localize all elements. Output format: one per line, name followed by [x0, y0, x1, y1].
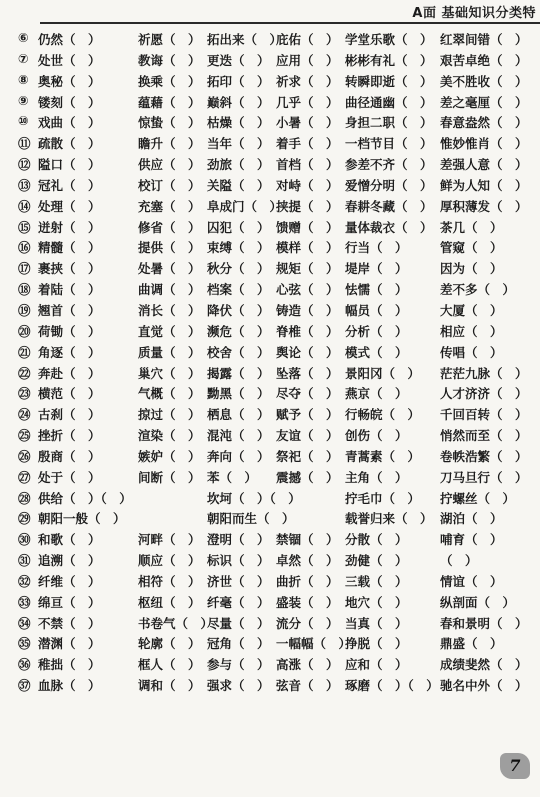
term-c2: 揭露（ ） [207, 365, 270, 381]
term-c2: 关隘（ ） [207, 177, 270, 193]
term-c5: 卷帙浩繁（ ） [440, 448, 528, 464]
term-c3: 脊椎（ ） [276, 323, 339, 339]
term-c5: 哺育（ ） [440, 532, 503, 548]
exercise-row [0, 111, 540, 132]
row-number: ㉘ [18, 490, 31, 506]
term-c3: 弦音（ ） [276, 678, 339, 694]
term-c2: 束缚（ ） [207, 240, 270, 256]
term-c3: 着手（ ） [276, 136, 339, 152]
term-c0: 翘首（ ） [38, 302, 101, 318]
term-c1: 充塞（ ） [138, 198, 201, 214]
term-c0: 横范（ ） [38, 386, 101, 402]
term-c1: 提供（ ） [138, 240, 201, 256]
term-c0: 不禁（ ） [38, 615, 101, 631]
exercise-row [0, 174, 540, 195]
term-c1: 处暑（ ） [138, 261, 201, 277]
term-c4: 行当（ ） [345, 240, 408, 256]
term-c2: 校舍（ ） [207, 344, 270, 360]
exercise-row [0, 570, 540, 591]
term-c0: 隘口（ ） [38, 157, 101, 173]
term-c4: 幅员（ ） [345, 302, 408, 318]
term-c3: 模样（ ） [276, 240, 339, 256]
row-number: ㉚ [18, 532, 31, 548]
term-c0: 镂刻（ ） [38, 94, 101, 110]
term-c0: 绵亘（ ） [38, 594, 101, 610]
term-c3: 盛装（ ） [276, 594, 339, 610]
term-c5: 驰名中外（ ） [440, 678, 528, 694]
row-number: ⑥ [18, 30, 29, 45]
term-c4: 分散（ ） [345, 532, 408, 548]
term-c5: 差之毫厘（ ） [440, 94, 528, 110]
row-number: ㉝ [18, 594, 31, 610]
term-c0: 供给（ ）（ ） [38, 490, 132, 506]
term-c4: 量体裁衣（ ） [345, 219, 433, 235]
term-c0: 殷商（ ） [38, 448, 101, 464]
term-c3: 卓然（ ） [276, 553, 339, 569]
term-c5: 拧螺丝（ ） [440, 490, 516, 506]
term-c5: 惟妙惟肖（ ） [440, 136, 528, 152]
term-c5: 传唱（ ） [440, 344, 503, 360]
term-c2: 栖息（ ） [207, 407, 270, 423]
term-c1: 枢纽（ ） [138, 594, 201, 610]
term-c0: 和歌（ ） [38, 532, 101, 548]
term-c5: 美不胜收（ ） [440, 73, 528, 89]
term-c1: 间断（ ） [138, 469, 201, 485]
row-number: ㉗ [18, 469, 31, 485]
term-c3: 铸造（ ） [276, 302, 339, 318]
term-c3: 庇佑（ ） [276, 32, 339, 47]
term-c1: 惊蛰（ ） [138, 115, 201, 131]
term-c2: 秋分（ ） [207, 261, 270, 277]
term-c2: 朝阳而生（ ） [207, 511, 295, 527]
exercise-row [0, 382, 540, 403]
term-c3: 应用（ ） [276, 52, 339, 68]
term-c4: 劲健（ ） [345, 553, 408, 569]
term-c2: 囚犯（ ） [207, 219, 270, 235]
term-c4: 燕京（ ） [345, 386, 408, 402]
term-c5: 管窥（ ） [440, 240, 503, 256]
term-c3: 坠落（ ） [276, 365, 339, 381]
term-c5: 春和景明（ ） [440, 615, 528, 631]
term-c0: 角逐（ ） [38, 344, 101, 360]
term-c5: 湖泊（ ） [440, 511, 503, 527]
term-c3: 馈赠（ ） [276, 219, 339, 235]
term-c4: 创伤（ ） [345, 428, 408, 444]
term-c1: 框人（ ） [138, 657, 201, 673]
row-number: ⑧ [18, 71, 29, 87]
term-c4: 学堂乐歌（ ） [345, 32, 433, 47]
term-c2: 枯燥（ ） [207, 115, 270, 131]
row-number: ⑭ [18, 198, 31, 214]
term-c1: 顺应（ ） [138, 553, 201, 569]
term-c3: 赋予（ ） [276, 407, 339, 423]
row-number: ㉞ [18, 615, 31, 631]
row-number: ⑪ [18, 136, 31, 152]
term-c0: 裹挟（ ） [38, 261, 101, 277]
exercise-row [0, 28, 540, 49]
term-c3: 几乎（ ） [276, 94, 339, 110]
exercise-row [0, 507, 540, 528]
term-c1: 嫉妒（ ） [138, 448, 201, 464]
term-c3: 挟提（ ） [276, 198, 339, 214]
term-c2: 劲旅（ ） [207, 157, 270, 173]
term-c5: 千回百转（ ） [440, 407, 528, 423]
term-c2: 纤毫（ ） [207, 594, 270, 610]
term-c2: 坎坷（ ）（ ） [207, 490, 301, 506]
term-c0: 处世（ ） [38, 52, 101, 68]
term-c1: 蕴藉（ ） [138, 94, 201, 110]
term-c1: 调和（ ） [138, 678, 201, 694]
exercise-row [0, 320, 540, 341]
term-c5: （ ） [440, 553, 478, 569]
term-c4: 行畅皖（ ） [345, 407, 421, 423]
term-c4: 分析（ ） [345, 323, 408, 339]
header-rule [40, 22, 540, 24]
term-c5: 差不多（ ） [440, 282, 516, 298]
term-c4: 主角（ ） [345, 469, 408, 485]
header-title: A面 基础知识分类特 [412, 6, 536, 21]
term-c3: 舆论（ ） [276, 344, 339, 360]
row-number: ⑲ [18, 302, 31, 318]
exercise-row [0, 591, 540, 612]
term-c1: 掠过（ ） [138, 407, 201, 423]
term-c3: 禁锢（ ） [276, 532, 339, 548]
term-c1: 轮廓（ ） [138, 636, 201, 652]
term-c0: 奥秘（ ） [38, 73, 101, 89]
exercise-row [0, 70, 540, 91]
term-c4: 应和（ ） [345, 657, 408, 673]
exercise-row [0, 466, 540, 487]
term-c1: 渲染（ ） [138, 428, 201, 444]
term-c5: 刀马旦行（ ） [440, 469, 528, 485]
term-c0: 迸射（ ） [38, 219, 101, 235]
term-c0: 追溯（ ） [38, 553, 101, 569]
term-c4: 怯懦（ ） [345, 282, 408, 298]
row-number: ㉓ [18, 386, 31, 402]
term-c1: 教诲（ ） [138, 52, 201, 68]
term-c0: 着陆（ ） [38, 282, 101, 298]
term-c0: 挫折（ ） [38, 428, 101, 444]
term-c2: 苯（ ） [207, 469, 258, 485]
term-c1: 书卷气（ ） [138, 615, 214, 631]
exercise-row [0, 674, 540, 695]
term-c4: 堤岸（ ） [345, 261, 408, 277]
term-c0: 戏曲（ ） [38, 115, 101, 131]
term-c2: 档案（ ） [207, 282, 270, 298]
term-c0: 纤维（ ） [38, 573, 101, 589]
term-c5: 厚积薄发（ ） [440, 198, 528, 214]
row-number: ⑳ [18, 323, 31, 339]
row-number: ㉙ [18, 511, 31, 527]
term-c1: 修省（ ） [138, 219, 201, 235]
exercise-row [0, 653, 540, 674]
exercise-row [0, 632, 540, 653]
page-header [0, 0, 540, 24]
row-number: ⑦ [18, 50, 29, 66]
term-c3: 曲折（ ） [276, 573, 339, 589]
row-number: ㉑ [18, 344, 31, 360]
term-c2: 济世（ ） [207, 573, 270, 589]
exercise-row [0, 299, 540, 320]
term-c0: 冠礼（ ） [38, 177, 101, 193]
term-c2: 拓印（ ） [207, 73, 270, 89]
term-c5: 情谊（ ） [440, 573, 503, 589]
term-c1: 祈愿（ ） [138, 32, 201, 47]
term-c5: 茶几（ ） [440, 219, 503, 235]
term-c4: 一档节目（ ） [345, 136, 433, 152]
term-c5: 悄然而至（ ） [440, 428, 528, 444]
term-c4: 身担二职（ ） [345, 115, 433, 131]
term-c2: 降伏（ ） [207, 302, 270, 318]
term-c0: 精髓（ ） [38, 240, 101, 256]
term-c4: 三载（ ） [345, 573, 408, 589]
term-c2: 更迭（ ） [207, 52, 270, 68]
exercise-row [0, 49, 540, 70]
term-c5: 相应（ ） [440, 323, 503, 339]
term-c1: 相符（ ） [138, 573, 201, 589]
term-c0: 朝阳一般（ ） [38, 511, 126, 527]
exercise-row [0, 612, 540, 633]
exercise-row [0, 403, 540, 424]
term-c3: 祭祀（ ） [276, 448, 339, 464]
term-c5: 成绩斐然（ ） [440, 657, 528, 673]
row-number: ⑨ [18, 92, 29, 108]
term-c2: 拓出来（ ） [207, 32, 283, 47]
term-c2: 濒危（ ） [207, 323, 270, 339]
term-c0: 处理（ ） [38, 198, 101, 214]
term-c4: 爱憎分明（ ） [345, 177, 433, 193]
row-number: ㉜ [18, 573, 31, 589]
term-c5: 红翠间错（ ） [440, 32, 528, 47]
term-c0: 奔赴（ ） [38, 365, 101, 381]
term-c3: 心弦（ ） [276, 282, 339, 298]
term-c2: 澄明（ ） [207, 532, 270, 548]
term-c4: 彬彬有礼（ ） [345, 52, 433, 68]
exercise-row [0, 132, 540, 153]
term-c5: 人才济济（ ） [440, 386, 528, 402]
term-c1: 瞻升（ ） [138, 136, 201, 152]
term-c1: 曲调（ ） [138, 282, 201, 298]
term-c3: 小暑（ ） [276, 115, 339, 131]
term-c2: 巅斜（ ） [207, 94, 270, 110]
exercise-row [0, 487, 540, 508]
term-c2: 黝黑（ ） [207, 386, 270, 402]
exercise-row [0, 257, 540, 278]
term-c5: 纵剖面（ ） [440, 594, 516, 610]
term-c3: 震撼（ ） [276, 469, 339, 485]
term-c2: 强求（ ） [207, 678, 270, 694]
exercise-row [0, 362, 540, 383]
row-number: ⑱ [18, 282, 31, 298]
row-number: ⑩ [18, 113, 29, 129]
exercise-row [0, 528, 540, 549]
term-c2: 混沌（ ） [207, 428, 270, 444]
exercise-row [0, 424, 540, 445]
row-number: ㉔ [18, 407, 31, 423]
term-c2: 阜成门（ ） [207, 198, 283, 214]
term-c4: 青蒿素（ ） [345, 448, 421, 464]
term-c4: 载誉归来（ ） [345, 511, 433, 527]
exercise-row [0, 195, 540, 216]
row-number: ㉕ [18, 428, 31, 444]
exercise-row [0, 341, 540, 362]
term-c5: 茫茫九脉（ ） [440, 365, 528, 381]
term-c2: 当年（ ） [207, 136, 270, 152]
term-c3: 友谊（ ） [276, 428, 339, 444]
term-c1: 河畔（ ） [138, 532, 201, 548]
exercise-row [0, 216, 540, 237]
term-c5: 鲜为人知（ ） [440, 177, 528, 193]
term-c1: 供应（ ） [138, 157, 201, 173]
term-c1: 巢穴（ ） [138, 365, 201, 381]
term-c0: 荷锄（ ） [38, 323, 101, 339]
term-c2: 冠角（ ） [207, 636, 270, 652]
term-c3: 高涨（ ） [276, 657, 339, 673]
term-c3: 祈求（ ） [276, 73, 339, 89]
term-c4: 景阳冈（ ） [345, 365, 421, 381]
exercise-row [0, 278, 540, 299]
term-c4: 当真（ ） [345, 615, 408, 631]
term-c4: 模式（ ） [345, 344, 408, 360]
term-c4: 参差不齐（ ） [345, 157, 433, 173]
term-c5: 艰苦卓绝（ ） [440, 52, 528, 68]
term-c4: 琢磨（ ）（ ） [345, 678, 439, 694]
term-c3: 首档（ ） [276, 157, 339, 173]
term-c2: 尽量（ ） [207, 615, 270, 631]
term-c4: 挣脱（ ） [345, 636, 408, 652]
term-c5: 鼎盛（ ） [440, 636, 503, 652]
term-c0: 仍然（ ） [38, 32, 101, 47]
term-c2: 奔向（ ） [207, 448, 270, 464]
term-c2: 标识（ ） [207, 553, 270, 569]
page-number-badge: 7 [500, 753, 530, 779]
term-c1: 质量（ ） [138, 344, 201, 360]
term-c4: 地穴（ ） [345, 594, 408, 610]
term-c1: 气概（ ） [138, 386, 201, 402]
row-number: ⑯ [18, 240, 31, 256]
exercise-row [0, 445, 540, 466]
term-c4: 曲径通幽（ ） [345, 94, 433, 110]
term-c3: 尽夺（ ） [276, 386, 339, 402]
exercise-row [0, 153, 540, 174]
term-c3: 一幅幅（ ） [276, 636, 352, 652]
term-c4: 拧毛巾（ ） [345, 490, 421, 506]
row-number: ⑫ [18, 157, 31, 173]
term-c5: 春意盎然（ ） [440, 115, 528, 131]
term-c5: 大厦（ ） [440, 302, 503, 318]
term-c0: 处于（ ） [38, 469, 101, 485]
term-c3: 规矩（ ） [276, 261, 339, 277]
row-number: ⑰ [18, 261, 31, 277]
term-c3: 流分（ ） [276, 615, 339, 631]
term-c3: 对峙（ ） [276, 177, 339, 193]
term-c0: 稚拙（ ） [38, 657, 101, 673]
exercise-row [0, 91, 540, 112]
term-c4: 转瞬即逝（ ） [345, 73, 433, 89]
exercise-row [0, 236, 540, 257]
row-number: ⑬ [18, 177, 31, 193]
row-number: ⑮ [18, 219, 31, 235]
term-c5: 差强人意（ ） [440, 157, 528, 173]
row-number: ㉟ [18, 636, 31, 652]
term-c2: 参与（ ） [207, 657, 270, 673]
row-number: ㉖ [18, 448, 31, 464]
term-c1: 直觉（ ） [138, 323, 201, 339]
term-c4: 春耕冬藏（ ） [345, 198, 433, 214]
row-number: ㉒ [18, 365, 31, 381]
term-c1: 换乘（ ） [138, 73, 201, 89]
exercise-list [0, 28, 540, 695]
exercise-row [0, 549, 540, 570]
row-number: ㊲ [18, 678, 31, 694]
term-c0: 血脉（ ） [38, 678, 101, 694]
term-c1: 校订（ ） [138, 177, 201, 193]
term-c0: 疏散（ ） [38, 136, 101, 152]
term-c0: 古刹（ ） [38, 407, 101, 423]
row-number: ㊱ [18, 657, 31, 673]
term-c1: 消长（ ） [138, 302, 201, 318]
row-number: ㉛ [18, 553, 31, 569]
term-c5: 因为（ ） [440, 261, 503, 277]
term-c0: 潜渊（ ） [38, 636, 101, 652]
